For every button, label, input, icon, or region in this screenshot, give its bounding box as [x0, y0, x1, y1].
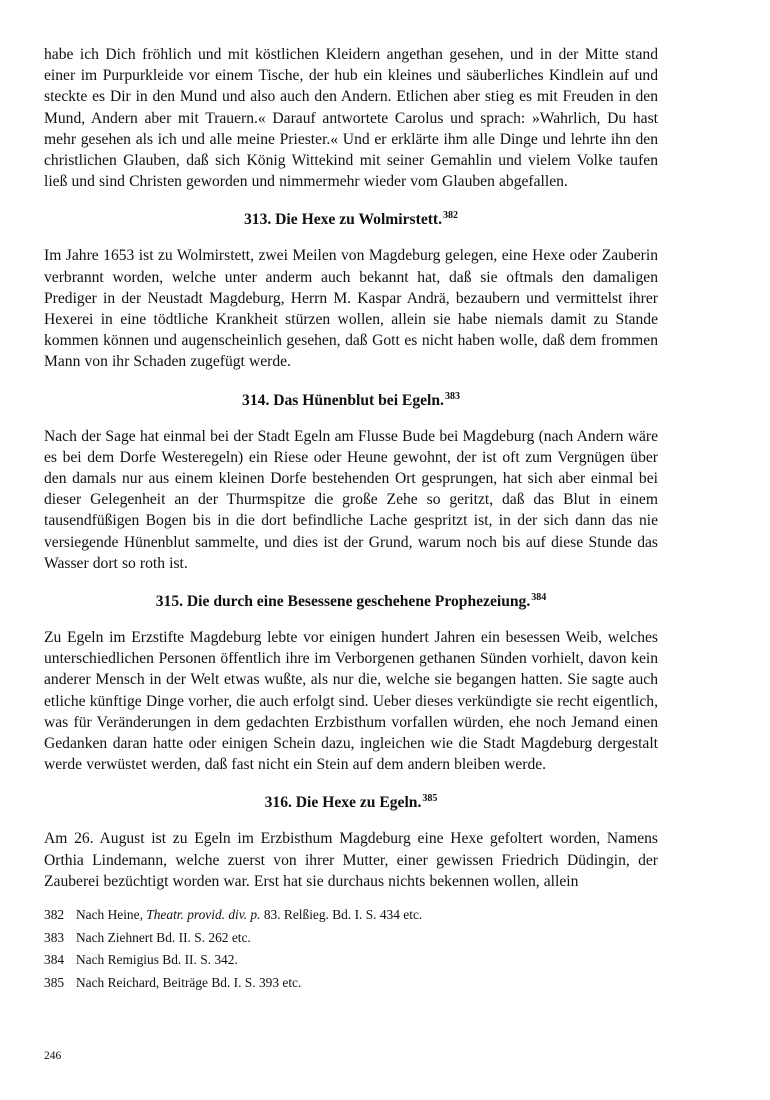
footnote-text-plain: Nach Heine,: [76, 907, 147, 923]
footnote-ref[interactable]: 385: [422, 793, 438, 805]
footnote-text: Nach Remigius Bd. II. S. 342.: [76, 952, 238, 968]
footnote-text-italic: Theatr. provid. div. p.: [146, 907, 261, 923]
footnote-383: [44, 927, 658, 950]
footnote-385: [44, 972, 658, 995]
footnote-number: 383: [44, 929, 65, 945]
section-title: 315. Die durch eine Besessene geschehene Prophezeiung.: [155, 593, 531, 611]
intro-paragraph: habe ich Dich fröhlich und mit köstlichen Kleidern angethan gesehen, und in der Mitte stand einer im Purpurkleide vor einem Tische, der hub ein kleines und säuberliches Kindlein auf und steckte es Dir in den Mund und also auch den Andern. Etlichen aber stieg es mit Freuden in den Mund, Andern aber mit Trauern.« Darauf antwortete Carolus und sprach: »Wahrlich, Du hast mehr gesehen als ich und alle meine Priester.« Und er erklärte ihm alle Dinge und lehrte ihn den christlichen Glauben, daß sich König Wittekind mit seiner Gemahlin und vielem Volke taufen ließ und sind Christen geworden und nimmermehr wieder vom Glauben abgefallen.: [44, 46, 658, 191]
footnote-text: [76, 904, 422, 927]
section-text-313: Im Jahre 1653 ist zu Wolmirstett, zwei Meilen von Magdeburg gelegen, eine Hexe oder Zauberin verbrannt worden, welche unter anderm auch bekannt hat, daß sie oftmals den damaligen Prediger in der Neustadt Magdeburg, Herrn M. Kaspar Andrä, bezaubern und vermittelst ihrer Hexerei in eine tödtliche Krankheit stürzen wollen, allein sie habe niemals damit zu Stande kommen können und augenscheinlich gesehen, daß Gott es nicht haben wolle, daß dem frommen Mann von ihr Schaden zugefügt werde.: [44, 247, 658, 371]
section-text-316: Am 26. August ist zu Egeln im Erzbisthum Magdeburg eine Hexe gefoltert worden, Namens Orthia Lindemann, welche zuerst von ihrer Mutter, einer gewissen Friedrich Düdingin, der Zauberei bezüchtigt worden war. Erst hat sie durchaus nichts bekennen wollen, allein: [44, 830, 658, 890]
page-number: 246: [44, 1050, 62, 1062]
section-heading-313: [44, 209, 658, 230]
footnote-text: Nach Reichard, Beiträge Bd. I. S. 393 etc.: [76, 974, 302, 990]
section-text-314: Nach der Sage hat einmal bei der Stadt Egeln am Flusse Bude bei Magdeburg (nach Andern wäre es bei dem Dorfe Westeregeln) ein Riese oder Heune gewohnt, der ist oft zum Vergnügen über den damals nur aus einem kleinen Dorfe bestehenden Ort gesprungen, hat sich aber einmal bei dieser Gelegenheit an der Thurmspitze die große Zehe so geritzt, daß das Blut in einem tausendfüßigen Bogen bis in die dort befindliche Lache gespritzt ist, in der sich dann das nie versiegende Hünenblut sammelte, und dies ist der Grund, warum noch bis auf diese Stunde das Wasser dort so roth ist.: [44, 427, 658, 572]
footnote-ref[interactable]: 382: [443, 210, 459, 222]
section-text-315: Zu Egeln im Erzstifte Magdeburg lebte vor einigen hundert Jahren ein besessen Weib, welches unterschiedlichen Personen öffentlich ihre im Verborgenen gethanen Sünden vorhielt, davon kein anderer Mensch in der Welt etwas wußte, als nur die, welche sie begangen hatten. Sie sagte auch etliche künftige Dinge vorher, die auch erfolgt sind. Ueber dieses verkündigte sie recht eigentlich, was für Veränderungen in dem gedachten Erzbisthum vorfallen würden, ehe noch Jemand einen Gedanken daran hatte oder einigen Schein dazu, ingleichen wie die Stadt Magdeburg dergestalt werde verwüstet werden, daß fast nicht ein Stein auf dem andern bleiben werde.: [44, 629, 658, 774]
footnote-382: [44, 904, 658, 927]
footnote-ref[interactable]: 383: [444, 390, 460, 402]
footnote-ref[interactable]: 384: [531, 592, 547, 604]
section-heading-314: [44, 390, 658, 411]
footnote-number: 384: [44, 952, 65, 968]
footnote-number: 385: [44, 974, 65, 990]
section-heading-316: [44, 792, 658, 813]
footnote-text: Nach Ziehnert Bd. II. S. 262 etc.: [76, 929, 251, 945]
footnote-text-plain: 83. Relßieg. Bd. I. S. 434 etc.: [260, 907, 423, 923]
section-title: 316. Die Hexe zu Egeln.: [264, 794, 422, 812]
footnotes: [44, 904, 658, 994]
section-title: 313. Die Hexe zu Wolmirstett.: [243, 211, 443, 229]
section-title: 314. Das Hünenblut bei Egeln.: [242, 391, 444, 409]
footnote-384: [44, 949, 658, 972]
section-heading-315: [44, 591, 658, 612]
book-page: [44, 44, 658, 1064]
footnote-number: 382: [44, 907, 65, 923]
